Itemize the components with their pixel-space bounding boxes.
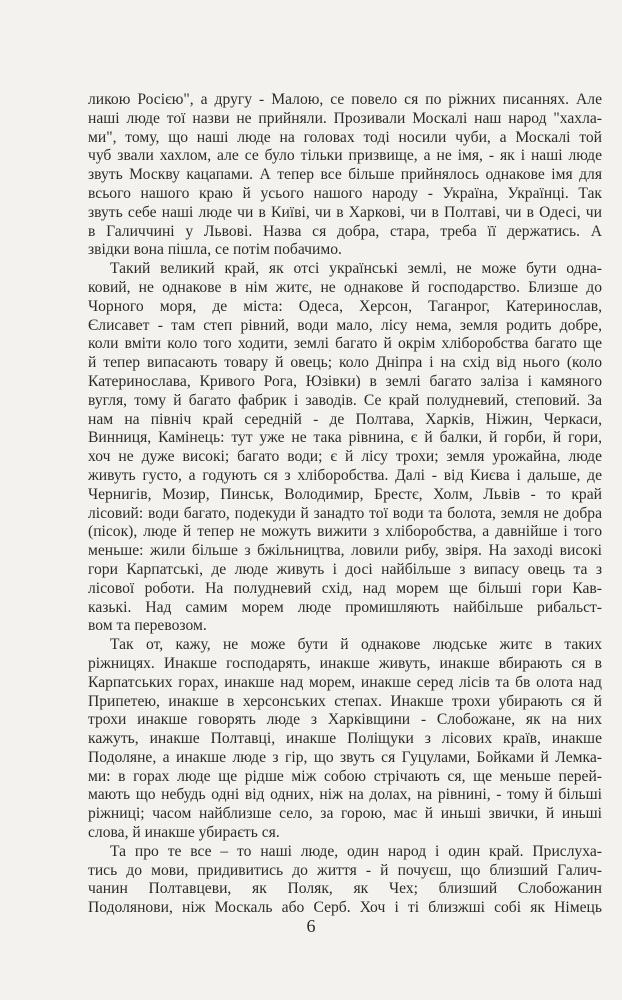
text-line: (пісок), люде й тепер не можуть вижити з хліборобства, а давнійше і того bbox=[88, 523, 602, 541]
text-line: Подоляне, а инакше люде з гір, що звуть ся Гуцулами, Бойками й Лемка- bbox=[88, 748, 602, 766]
text-line: Припетею, инакше в херсонських степах. Инакше трохи убирають ся й bbox=[88, 692, 602, 710]
text-line: Та про те все – то наші люде, один народ і один край. Прислуха- bbox=[110, 842, 602, 860]
text-line: хоч не дуже високі; багато води; є й лісу трохи; земля урожайна, люде bbox=[88, 448, 602, 466]
text-line: лісової роботи. На полудневий схід, над морем ще більші гори Кав- bbox=[88, 579, 602, 597]
text-line: слова, й инакше убираєть ся. bbox=[88, 824, 280, 842]
text-line: наші люде тої назви не прийняли. Прозивали Москалі наш народ "хахла- bbox=[88, 109, 602, 127]
text-line: Чорного моря, де міста: Одеса, Херсон, Таганрог, Катеринослав, bbox=[88, 297, 602, 315]
text-line: трохи инакше говорять люде з Харківщини - Слобожане, як на них bbox=[88, 711, 602, 729]
text-line: звуть Москву кацапами. А тепер все більше прийнялось однакове імя для bbox=[88, 166, 602, 184]
text-line: нам на північ край середній - де Полтава, Харків, Ніжин, Черкаси, bbox=[88, 410, 602, 428]
paragraph bbox=[88, 260, 602, 636]
text-line: ріжниці; часом найблизше село, за горою, має й иньші звички, й иньші bbox=[88, 805, 602, 823]
text-line: Карпатських горах, инакше над морем, инакше серед лісів та бв олота над bbox=[88, 673, 602, 691]
text-line: казькі. Над самим морем люде промишляють найбільше рибальст- bbox=[88, 598, 602, 616]
text-line: Винниця, Камінець: тут уже не така рівнина, є й балки, й горби, й гори, bbox=[88, 429, 602, 447]
text-line: лісовий: води багато, подекуди й занадто тої води та болота, земля не добра bbox=[88, 504, 602, 522]
text-line: тись до мови, придивитись до життя - й почуєш, що близший Галич- bbox=[88, 861, 602, 879]
text-line: звуть себе наші люде чи в Київі, чи в Харкові, чи в Полтаві, чи в Одесі, чи bbox=[88, 203, 602, 221]
text-line: звідки вона пішла, се потім побачимо. bbox=[88, 241, 342, 259]
text-line: гори Карпатські, де люде живуть і досі найбільше з випасу овець та з bbox=[88, 560, 602, 578]
text-line: чанин Полтавцеви, як Поляк, як Чех; близший Слобожанин bbox=[88, 880, 602, 898]
text-line: й тепер випасають товару й овець; коло Дніпра і на схід від нього (коло bbox=[88, 354, 602, 372]
paragraph bbox=[88, 636, 602, 843]
text-line: ми", тому, що наші люде на головах тоді носили чуби, а Москалі той bbox=[88, 128, 602, 146]
text-line: живуть густо, а годують ся з хліборобства. Далі - від Києва і дальше, де bbox=[88, 466, 602, 484]
text-line: Так от, кажу, не може бути й однакове людське житє в таких bbox=[110, 636, 602, 654]
text-line: Катеринослава, Кривого Рога, Юзівки) в землі багато заліза і камяного bbox=[88, 372, 602, 390]
text-line: ковий, не однакове в нім житє, не однакове й господарство. Близше до bbox=[88, 278, 602, 296]
paragraph bbox=[88, 91, 602, 260]
text-line: вом та перевозом. bbox=[88, 617, 207, 635]
page-number: 6 bbox=[306, 916, 316, 936]
text-line: Подолянови, ніж Москаль або Серб. Хоч і ті близжші собі як Німець bbox=[88, 899, 602, 917]
text-line: вугля, тому й багато фабрик і заводів. Се край полудневий, степовий. За bbox=[88, 391, 602, 409]
text-line: ріжницях. Инакше господарять, инакше живуть, инакше вбирають ся в bbox=[88, 654, 602, 672]
text-line: коли вміти коло того ходити, землі багато й окрім хліборобства багато ще bbox=[88, 335, 602, 353]
text-line: Чернигів, Мозир, Пинськ, Володимир, Брестє, Холм, Львів - то край bbox=[88, 485, 602, 503]
paragraph bbox=[88, 843, 602, 918]
page-body-text bbox=[88, 91, 602, 918]
text-line: в Галиччині у Львові. Назва ся добра, стара, треба її держатись. А bbox=[88, 222, 602, 240]
text-line: Такий великий край, як отсі українські землі, не може бути одна- bbox=[110, 260, 602, 278]
text-line: всього нашого краю й усього нашого народу - Україна, Українці. Так bbox=[88, 184, 602, 202]
text-line: меньше: жили більше з бжільництва, ловили рибу, звіря. На заході високі bbox=[88, 542, 602, 560]
text-line: ми: в горах люде ще рідше між собою стрічають ся, ще меньше перей- bbox=[88, 767, 602, 785]
text-line: чуб звали хахлом, але се було тільки призвище, а не імя, - як і наші люде bbox=[88, 147, 602, 165]
text-line: Єлисавет - там степ рівний, води мало, лісу нема, земля родить добре, bbox=[88, 316, 602, 334]
text-line: ликою Росією", а другу - Малою, се повело ся по ріжних писаннях. Але bbox=[88, 91, 602, 108]
text-line: мають що небудь одні від одних, ніж на долах, на рівнині, - тому й більші bbox=[88, 786, 602, 804]
text-line: кажуть, инакше Полтавці, инакше Поліщуки з лісових країв, инакше bbox=[88, 730, 602, 748]
